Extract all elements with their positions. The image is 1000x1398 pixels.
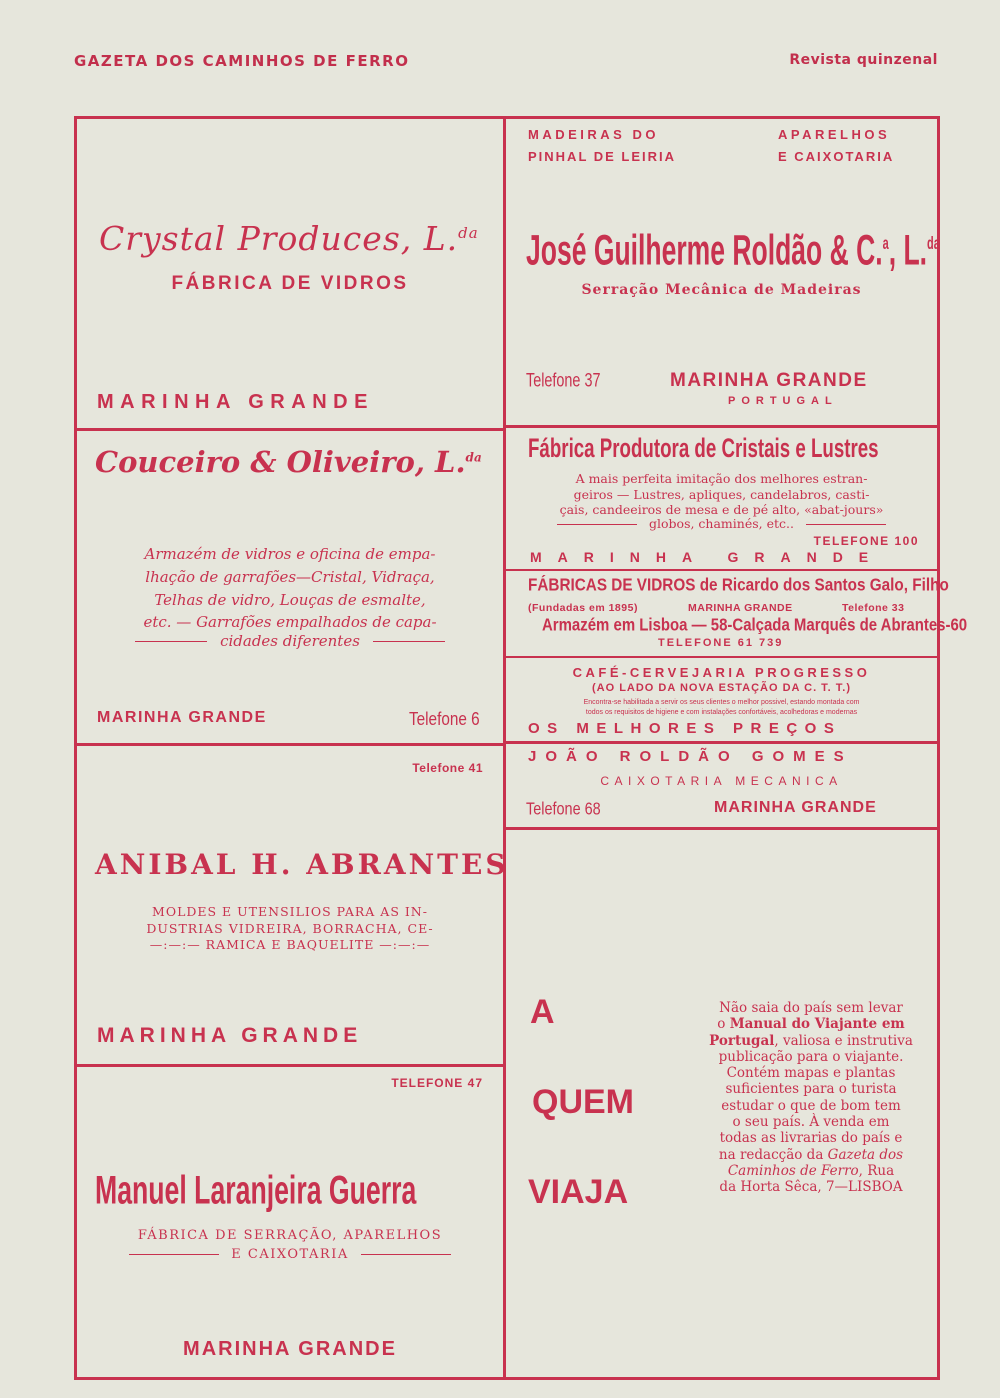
ad-roldao	[506, 119, 940, 425]
galo-phone-lisboa: TELEFONE 61 739	[658, 637, 784, 649]
couceiro-phone: Telefone 6	[409, 708, 480, 729]
viaja-word-a: A	[530, 993, 555, 1031]
guerra-desc-2-row	[77, 1247, 503, 1262]
guerra-company-name: Manuel Laranjeira Guerra	[95, 1167, 417, 1213]
abrantes-desc-1: MOLDES E UTENSILIOS PARA AS IN-	[152, 904, 428, 919]
viaja-text-line: estudar o que de bom tem	[721, 1097, 901, 1114]
roldao-tagline: Serração Mecânica de Madeiras	[581, 282, 862, 298]
viaja-text-line: publicação para o viajante.	[718, 1048, 904, 1065]
viaja-text-line: o Manual do Viajante em	[717, 1016, 905, 1033]
abrantes-desc-3: —:—:— RAMICA E BAQUELITE —:—:—	[149, 937, 431, 952]
couceiro-desc-2: lhação de garrafões—Cristal, Vidraça,	[145, 568, 435, 586]
ad-anibal-abrantes	[77, 746, 509, 1064]
couceiro-desc-5-row	[77, 632, 503, 650]
guerra-desc-2: E CAIXOTARIA	[231, 1247, 349, 1262]
galo-line-3: Armazém em Lisboa — 58-Calçada Marquês de Abrantes-60	[542, 615, 968, 635]
couceiro-company-name: Couceiro & Oliveiro, L.$^{da}$	[95, 445, 482, 479]
gomes-phone: Telefone 68	[526, 799, 601, 819]
progresso-name: CAFÉ-CERVEJARIA PROGRESSO	[572, 665, 871, 680]
abrantes-phone: Telefone 41	[412, 761, 483, 775]
galo-line-1: FÁBRICAS DE VIDROS de Ricardo dos Santos Galo, Filho	[528, 575, 949, 595]
roldao-place: MARINHA GRANDE	[670, 370, 868, 391]
ad-roldao-gomes	[506, 744, 937, 827]
roldao-top-right-1: APARELHOS	[778, 127, 891, 142]
viaja-text-line: o seu país. À venda em	[732, 1114, 890, 1131]
galo-phone: Telefone 33	[842, 602, 905, 614]
gomes-place: MARINHA GRANDE	[714, 799, 877, 816]
couceiro-desc-5: cidades diferentes	[220, 632, 360, 650]
abrantes-place: MARINHA GRANDE	[97, 1024, 363, 1047]
roldao-top-left-1: MADEIRAS DO	[528, 127, 659, 142]
gomes-tagline: CAIXOTARIA MECANICA	[600, 774, 843, 788]
couceiro-place: MARINHA GRANDE	[97, 709, 267, 726]
gomes-name: JOÃO ROLDÃO GOMES	[528, 748, 853, 765]
manual-title-part: Manual do Viajante em	[729, 1016, 905, 1033]
cristais-place: MARINHA GRANDE	[530, 549, 885, 565]
cristais-desc-4: globos, chaminés, etc..	[649, 516, 794, 531]
cristais-desc-3: çais, candeeiros de mesa e de pé alto, «abat-jours»	[559, 502, 884, 517]
crystal-tagline: FÁBRICA DE VIDROS	[171, 273, 409, 294]
viaja-text-line: todas as livrarias do país e	[719, 1130, 903, 1147]
couceiro-desc-4: etc. — Garrafões empalhados de capa-	[143, 613, 437, 631]
viaja-word-quem: QUEM	[532, 1083, 634, 1121]
viaja-text-line: Não saia do país sem levar	[719, 1000, 903, 1016]
galo-place: MARINHA GRANDE	[688, 602, 793, 614]
crystal-company-name: Crystal Produces, L.$^{da}$	[99, 219, 479, 258]
progresso-slogan: OS MELHORES PREÇOS	[528, 720, 842, 737]
viaja-text-line: suficientes para o turista	[725, 1081, 897, 1098]
decorative-rule	[361, 1254, 451, 1255]
roldao-top-left-2: PINHAL DE LEIRIA	[528, 149, 677, 164]
guerra-place: MARINHA GRANDE	[183, 1338, 397, 1360]
viaja-text-line: Caminhos de Ferro, Rua	[727, 1162, 895, 1179]
publication-subtitle: Revista quinzenal	[789, 52, 938, 68]
roldao-phone: Telefone 37	[526, 369, 601, 391]
gazeta-title-part: Caminhos de Ferro	[727, 1162, 859, 1179]
abrantes-company-name: ANIBAL H. ABRANTES	[95, 848, 509, 881]
decorative-rule	[806, 524, 886, 525]
publication-title: GAZETA DOS CAMINHOS DE FERRO	[74, 52, 410, 70]
progresso-location: (AO LADO DA NOVA ESTAÇÃO DA C. T. T.)	[591, 682, 852, 694]
roldao-top-right-2: E CAIXOTARIA	[778, 149, 895, 164]
guerra-phone: TELEFONE 47	[391, 1076, 483, 1090]
ad-galo	[506, 571, 968, 656]
viaja-word-viaja: VIAJA	[528, 1173, 629, 1211]
decorative-rule	[129, 1254, 219, 1255]
crystal-place: MARINHA GRANDE	[97, 391, 374, 413]
cristais-desc-1: A mais perfeita imitação dos melhores estran-	[575, 471, 868, 486]
ad-a-quem-viaja	[506, 830, 937, 1377]
progresso-small-1: Encontra-se habilitada a servir os seus clientes o melhor possivel, estando montada com	[583, 699, 860, 706]
manual-title-part: Portugal	[709, 1032, 775, 1049]
decorative-rule	[135, 641, 207, 642]
ad-crystal-produces	[77, 119, 503, 428]
progresso-small-2: todos os requisitos de higiene e com instalações confortáveis, acolhedoras e modernas	[585, 709, 858, 716]
viaja-text-line: Contém mapas e plantas	[726, 1065, 896, 1082]
viaja-text-line: Portugal, valiosa e instrutiva	[709, 1032, 913, 1049]
cristais-desc-4-row	[506, 516, 937, 531]
abrantes-desc-2: DUSTRIAS VIDREIRA, BORRACHA, CE-	[146, 921, 434, 936]
ad-couceiro-oliveiro	[77, 431, 503, 743]
decorative-rule	[373, 641, 445, 642]
viaja-text-line: na redacção da Gazeta dos	[718, 1146, 904, 1163]
cristais-phone: TELEFONE 100	[813, 534, 919, 548]
viaja-text-line: da Horta Sêca, 7—LISBOA	[719, 1179, 903, 1196]
guerra-desc-1: FÁBRICA DE SERRAÇÃO, APARELHOS	[137, 1228, 443, 1243]
couceiro-desc-1: Armazém de vidros e oficina de empa-	[144, 545, 436, 563]
decorative-rule	[557, 524, 637, 525]
couceiro-desc-3: Telhas de vidro, Louças de esmalte,	[154, 591, 426, 609]
gazeta-title-part: Gazeta dos	[827, 1146, 904, 1163]
ad-cafe-progresso	[506, 658, 937, 741]
roldao-country: PORTUGAL	[728, 395, 838, 407]
roldao-company-name: José Guilherme Roldão & C.$^a$, L.$^{da}$	[526, 227, 940, 275]
viaja-text-block	[698, 1000, 924, 1196]
ad-laranjeira-guerra	[77, 1067, 503, 1377]
cristais-title: Fábrica Produtora de Cristais e Lustres	[528, 434, 879, 464]
galo-founded: (Fundadas em 1895)	[528, 602, 638, 614]
ad-cristais-lustres	[506, 428, 937, 569]
cristais-desc-2: geiros — Lustres, apliques, candelabros, casti-	[573, 487, 870, 502]
